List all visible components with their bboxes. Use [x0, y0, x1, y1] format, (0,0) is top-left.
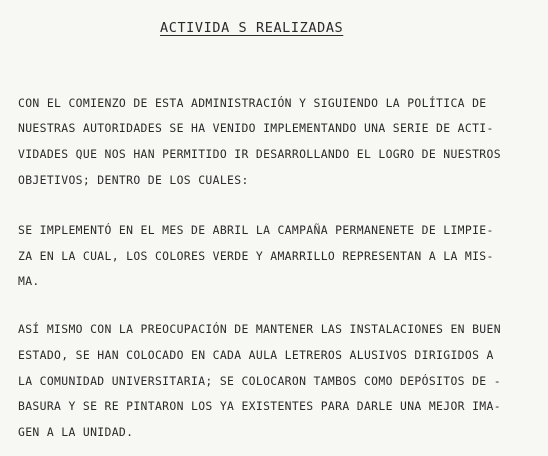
document-title: ACTIVIDA S REALIZADAS: [160, 20, 344, 36]
paragraph-3-line-1: ASÍ MISMO CON LA PREOCUPACIÓN DE MANTENER LAS INSTALACIONES EN BUEN: [18, 322, 501, 336]
paragraph-3-line-5: GEN A LA UNIDAD.: [18, 425, 134, 439]
paragraph-1-line-1: CON EL COMIENZO DE ESTA ADMINISTRACIÓN Y SIGUIENDO LA POLÍTICA DE: [18, 96, 487, 110]
paragraph-2-line-3: MA.: [18, 274, 40, 288]
paragraph-1-line-2: NUESTRAS AUTORIDADES SE HA VENIDO IMPLEMENTANDO UNA SERIE DE ACTI-: [18, 121, 494, 135]
paragraph-1-line-3: VIDADES QUE NOS HAN PERMITIDO IR DESARROLLANDO EL LOGRO DE NUESTROS: [18, 147, 501, 161]
paragraph-2-line-1: SE IMPLEMENTÓ EN EL MES DE ABRIL LA CAMPAÑA PERMANENETE DE LIMPIE-: [18, 223, 494, 237]
paragraph-1-line-4: OBJETIVOS; DENTRO DE LOS CUALES:: [18, 173, 249, 187]
paragraph-3-line-3: LA COMUNIDAD UNIVERSITARIA; SE COLOCARON TAMBOS COMO DEPÓSITOS DE -: [18, 374, 501, 388]
paragraph-3-line-4: BASURA Y SE RE PINTARON LOS YA EXISTENTES PARA DARLE UNA MEJOR IMA-: [18, 399, 501, 413]
paragraph-3-line-2: ESTADO, SE HAN COLOCADO EN CADA AULA LETREROS ALUSIVOS DIRIGIDOS A: [18, 348, 494, 362]
paragraph-2-line-2: ZA EN LA CUAL, LOS COLORES VERDE Y AMARRILLO REPRESENTAN A LA MIS-: [18, 249, 494, 263]
